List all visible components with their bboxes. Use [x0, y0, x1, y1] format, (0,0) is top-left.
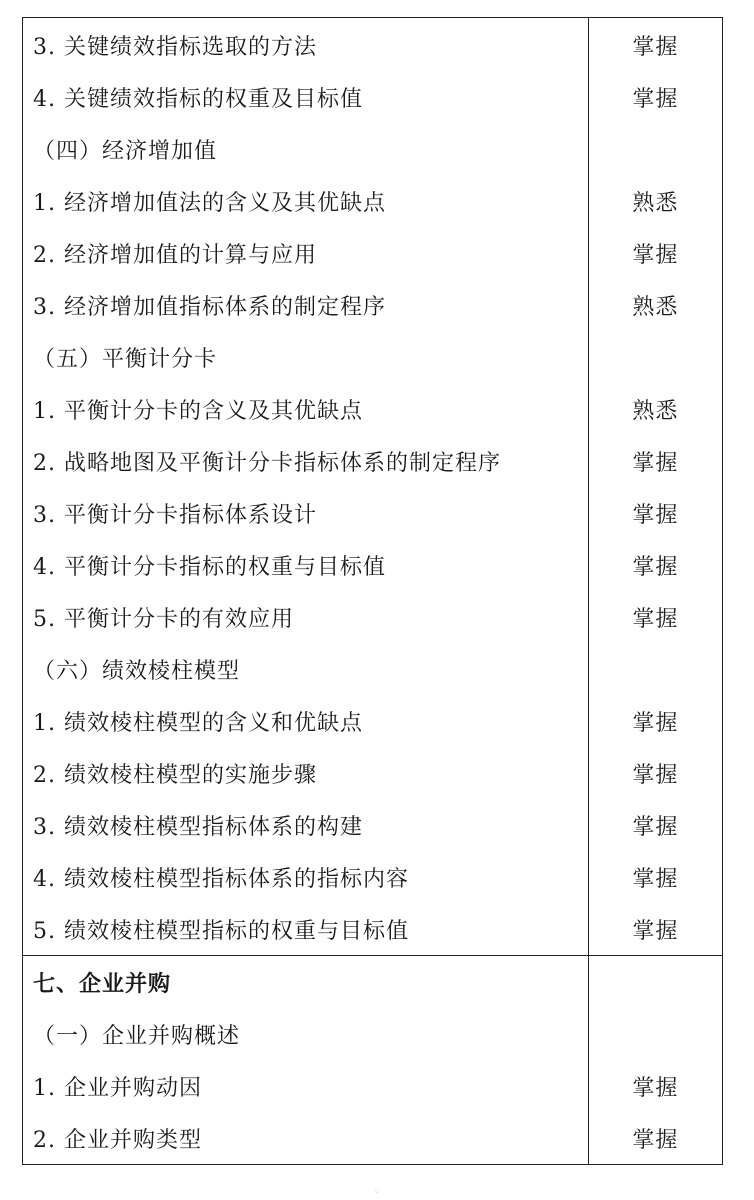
subsection-title: （五）平衡计分卡 [33, 346, 218, 372]
mastery-level: 掌握 [632, 86, 679, 112]
mastery-level: 掌握 [632, 762, 679, 788]
mastery-level: 掌握 [632, 866, 679, 892]
page-mark-icon: ◦ [374, 1187, 380, 1198]
mastery-level: 掌握 [632, 918, 679, 944]
topic-row: 4. 关键绩效指标的权重及目标值 [33, 86, 363, 112]
topic-row: 3. 平衡计分卡指标体系设计 [33, 502, 317, 528]
section-block-2 [23, 956, 723, 1165]
mastery-level: 熟悉 [632, 398, 679, 424]
topic-row: 5. 平衡计分卡的有效应用 [33, 606, 294, 632]
topic-column [23, 956, 589, 1165]
topic-column [23, 18, 589, 956]
topic-row: 4. 绩效棱柱模型指标体系的指标内容 [33, 866, 409, 892]
mastery-level: 掌握 [632, 554, 679, 580]
mastery-level: 掌握 [632, 710, 679, 736]
mastery-level: 掌握 [632, 606, 679, 632]
mastery-level: 掌握 [632, 814, 679, 840]
topic-row: 1. 绩效棱柱模型的含义和优缺点 [33, 710, 363, 736]
section-block-1 [23, 18, 723, 956]
mastery-level [589, 331, 722, 383]
topic-row: 3. 经济增加值指标体系的制定程序 [33, 294, 386, 320]
chapter-heading: 七、企业并购 [33, 971, 172, 997]
topic-row: 1. 企业并购动因 [33, 1075, 202, 1101]
syllabus-table [22, 17, 723, 1165]
mastery-level: 熟悉 [632, 190, 679, 216]
subsection-title: （四）经济增加值 [33, 138, 218, 164]
mastery-level: 掌握 [632, 242, 679, 268]
subsection-title: （一）企业并购概述 [33, 1023, 241, 1049]
topic-row: 1. 经济增加值法的含义及其优缺点 [33, 190, 386, 216]
topic-row: 3. 绩效棱柱模型指标体系的构建 [33, 814, 363, 840]
topic-row: 2. 企业并购类型 [33, 1127, 202, 1153]
mastery-level [589, 643, 722, 695]
mastery-level: 熟悉 [632, 294, 679, 320]
mastery-level: 掌握 [632, 1127, 679, 1153]
topic-row: 1. 平衡计分卡的含义及其优缺点 [33, 398, 363, 424]
topic-row: 5. 绩效棱柱模型指标的权重与目标值 [33, 918, 409, 944]
mastery-level: 掌握 [632, 1075, 679, 1101]
mastery-level: 掌握 [632, 450, 679, 476]
topic-row: 3. 关键绩效指标选取的方法 [33, 34, 317, 60]
topic-row: 2. 战略地图及平衡计分卡指标体系的制定程序 [33, 450, 501, 476]
mastery-level [589, 1008, 722, 1060]
mastery-level [589, 123, 722, 175]
topic-row: 2. 经济增加值的计算与应用 [33, 242, 317, 268]
level-column [588, 18, 722, 956]
subsection-title: （六）绩效棱柱模型 [33, 658, 241, 684]
topic-row: 2. 绩效棱柱模型的实施步骤 [33, 762, 317, 788]
mastery-level: 掌握 [632, 34, 679, 60]
mastery-level-empty [589, 956, 722, 1008]
topic-row: 4. 平衡计分卡指标的权重与目标值 [33, 554, 386, 580]
level-column [588, 956, 722, 1165]
mastery-level: 掌握 [632, 502, 679, 528]
